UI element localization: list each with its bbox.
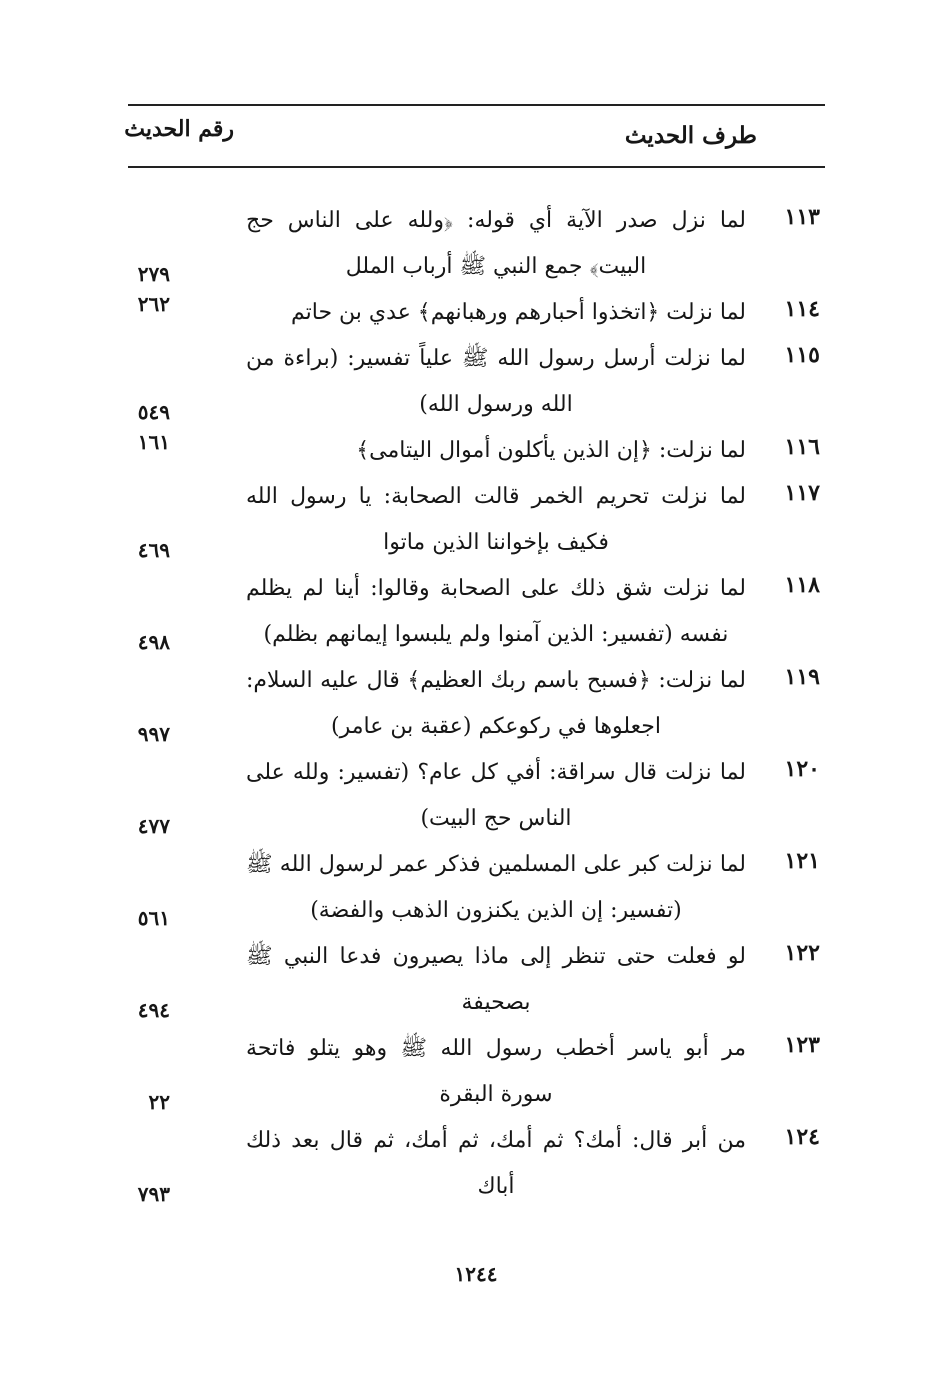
column-header-hadith-number: رقم الحديث xyxy=(124,116,234,142)
entry-sequence-number: ١١٩ xyxy=(784,664,820,690)
entry-sequence-number: ١٢٢ xyxy=(784,940,820,966)
index-entry xyxy=(0,656,952,748)
entry-hadith-text: لما نزلت تحريم الخمر قالت الصحابة: يا رسول الله فكيف بإخواننا الذين ماتوا xyxy=(246,484,746,555)
entry-hadith-text: من أبر قال: أمك؟ ثم أمك، ثم أمك، ثم قال بعد ذلك أباك xyxy=(246,1128,746,1199)
entry-hadith-text: لما نزل صدر الآية أي قوله: ﴿ولله على الناس حج البيت﴾ جمع النبي ﷺ أرباب الملل xyxy=(246,208,746,279)
index-entry xyxy=(0,932,952,1024)
entry-hadith-reference: ١٦١ xyxy=(137,430,170,454)
entry-hadith-reference: ٧٩٣ xyxy=(137,1182,170,1206)
entry-sequence-number: ١٢٤ xyxy=(784,1124,820,1150)
entry-hadith-reference: ٥٦١ xyxy=(137,906,170,930)
entry-sequence-number: ١١٦ xyxy=(784,434,820,460)
index-entry xyxy=(0,1024,952,1116)
entry-hadith-text: مر أبو ياسر أخطب رسول الله ﷺ وهو يتلو فاتحة سورة البقرة xyxy=(246,1036,746,1107)
entry-hadith-text: لما نزلت كبر على المسلمين فذكر عمر لرسول الله ﷺ (تفسير: إن الذين يكنزون الذهب والفضة) xyxy=(246,852,746,923)
entry-hadith-text: لما نزلت أرسل رسول الله ﷺ علياً تفسير: (براءة من الله ورسول الله) xyxy=(246,346,746,417)
entry-hadith-text: لما نزلت: ﴿إن الذين يأكلون أموال اليتامى﴾ xyxy=(356,438,746,463)
entry-sequence-number: ١١٨ xyxy=(784,572,820,598)
entry-hadith-text: لما نزلت قال سراقة: أفي كل عام؟ (تفسير: ولله على الناس حج البيت) xyxy=(246,760,746,831)
page-number: ١٢٤٤ xyxy=(454,1262,498,1286)
index-entry xyxy=(0,840,952,932)
entry-sequence-number: ١١٣ xyxy=(784,204,820,230)
index-entry xyxy=(0,1116,952,1208)
index-entry xyxy=(0,196,952,288)
entry-hadith-text: لو فعلت حتى تنظر إلى ماذا يصيرون فدعا النبي ﷺ بصحيفة xyxy=(246,944,746,1015)
index-entry xyxy=(0,472,952,564)
entry-sequence-number: ١٢٠ xyxy=(784,756,820,782)
entry-sequence-number: ١١٧ xyxy=(784,480,820,506)
header-top-rule xyxy=(128,104,825,106)
index-entry xyxy=(0,334,952,426)
entry-hadith-reference: ٤٩٨ xyxy=(137,630,170,654)
index-entry xyxy=(0,748,952,840)
entry-hadith-text: لما نزلت: ﴿فسبح باسم ربك العظيم﴾ قال عليه السلام: اجعلوها في ركوعكم (عقبة بن عامر) xyxy=(246,668,746,739)
entry-hadith-reference: ٤٩٤ xyxy=(137,998,170,1022)
entry-hadith-reference: ٢٢ xyxy=(148,1090,170,1114)
entry-sequence-number: ١١٤ xyxy=(784,296,820,322)
entry-sequence-number: ١٢١ xyxy=(784,848,820,874)
entry-hadith-reference: ٢٧٩ xyxy=(137,262,170,286)
entry-hadith-reference: ٢٦٢ xyxy=(137,292,170,316)
entry-hadith-reference: ٤٧٧ xyxy=(137,814,170,838)
entry-sequence-number: ١١٥ xyxy=(784,342,820,368)
entry-hadith-text: لما نزلت شق ذلك على الصحابة وقالوا: أينا لم يظلم نفسه (تفسير: الذين آمنوا ولم يلبسوا إيمانهم بظلم) xyxy=(246,576,746,647)
column-header-hadith-start: طرف الحديث xyxy=(624,122,757,149)
entry-sequence-number: ١٢٣ xyxy=(784,1032,820,1058)
entry-hadith-text: لما نزلت ﴿اتخذوا أحبارهم ورهبانهم﴾ عدي بن حاتم xyxy=(291,300,746,325)
index-entry xyxy=(0,288,952,334)
index-entry xyxy=(0,564,952,656)
header-bottom-rule xyxy=(128,166,825,168)
entry-hadith-reference: ٤٦٩ xyxy=(137,538,170,562)
hadith-index-list xyxy=(0,196,952,1208)
entry-hadith-reference: ٩٩٧ xyxy=(137,722,170,746)
index-entry xyxy=(0,426,952,472)
entry-hadith-reference: ٥٤٩ xyxy=(137,400,170,424)
